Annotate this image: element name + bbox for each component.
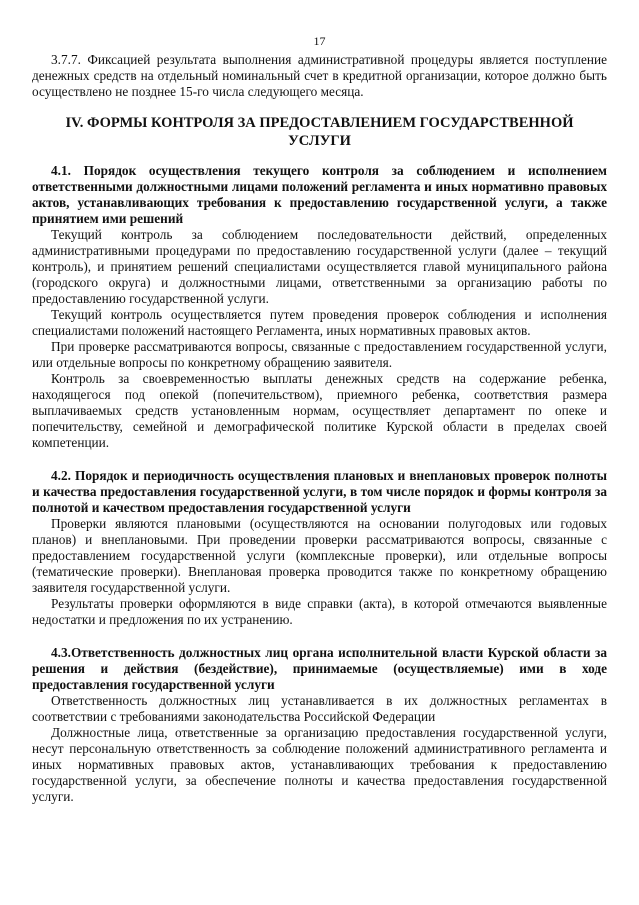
intro-paragraph: 3.7.7. Фиксацией результата выполнения административной процедуры является поступление денежных средств на отдельный номинальный счет в кредитной организации, которое должно быть осуществлено не позднее 15-го числа следующего месяца. [32, 52, 607, 99]
spacer [32, 451, 607, 468]
section-heading: 4.1. Порядок осуществления текущего контроля за соблюдением и исполнением ответственными должностными лицами положений регламента и иных нормативно правовых актов, устанавливающих требования к предоставлению государственной услуги, а также принятием ими решений [32, 163, 607, 226]
section-4-1 [32, 163, 607, 451]
body-paragraph: Ответственность должностных лиц устанавливается в их должностных регламентах в соответствии с требованиями законодательства Российской Федерации [32, 693, 607, 724]
section-4-3 [32, 645, 607, 805]
body-paragraph: Текущий контроль осуществляется путем проведения проверок соблюдения и исполнения специалистами положений настоящего Регламента, иных нормативных правовых актов. [32, 307, 607, 338]
section-4-2 [32, 468, 607, 628]
page-number: 17 [313, 34, 326, 48]
section-title: IV. ФОРМЫ КОНТРОЛЯ ЗА ПРЕДОСТАВЛЕНИЕМ ГОСУДАРСТВЕННОЙ УСЛУГИ [65, 115, 574, 149]
body-paragraph: Должностные лица, ответственные за организацию предоставления государственной услуги, несут персональную ответственность за соблюдение положений административного регламента и иных нормативных правовых актов, устанавливающих требования к предоставлению государственной услуги, за обеспечение полноты и качества предоставления государственной услуги. [32, 725, 607, 804]
body-paragraph: При проверке рассматриваются вопросы, связанные с предоставлением государственной услуги, или отдельные вопросы по конкретному обращению заявителя. [32, 339, 607, 370]
body-paragraph: Результаты проверки оформляются в виде справки (акта), в которой отмечаются выявленные недостатки и предложения по их устранению. [32, 596, 607, 627]
body-paragraph: Контроль за своевременностью выплаты денежных средств на содержание ребенка, находящегося под опекой (попечительством), приемного ребенка, соответствия размера выплачиваемых средств установленным нормам, осуществляет департамент по опеке и попечительству, семейной и демографической политике Курской области в пределах своей компетенции. [32, 371, 607, 450]
section-heading: 4.2. Порядок и периодичность осуществления плановых и внеплановых проверок полноты и качества предоставления государственной услуги, в том числе порядок и формы контроля за полнотой и качеством предоставления государственной услуги [32, 468, 607, 515]
section-heading: 4.3.Ответственность должностных лиц органа исполнительной власти Курской области за решения и действия (бездействие), принимаемые (осуществляемые) ими в ходе предоставления государственной услуги [32, 645, 607, 692]
body-paragraph: Текущий контроль за соблюдением последовательности действий, определенных административными процедурами по предоставлению государственной услуги (далее – текущий контроль), и принятием решений специалистами осуществляется главой муниципального района (городского округа) и должностными лицами, ответственными за организацию работы по предоставлению государственной услуги. [32, 227, 607, 306]
body-paragraph: Проверки являются плановыми (осуществляются на основании полугодовых или годовых планов) и внеплановыми. При проведении проверки рассматриваются вопросы, связанные с предоставлением государственной услуги (комплексные проверки), или отдельные вопросы (тематические проверки). Внеплановая проверка проводится также по конкретному обращению заявителя государственной услуги. [32, 516, 607, 595]
spacer [32, 628, 607, 645]
